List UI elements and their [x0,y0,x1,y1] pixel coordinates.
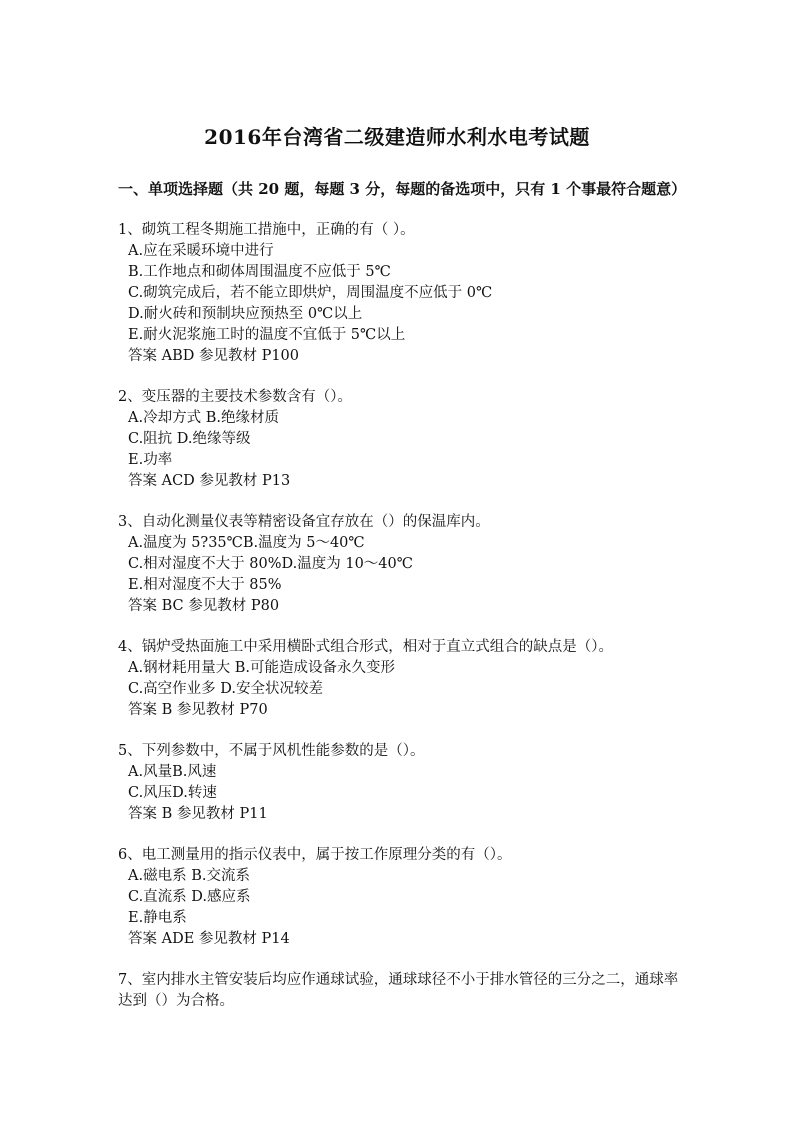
answer-option: B.工作地点和砌体周围温度不应低于 5℃ [128,264,391,280]
question-6 [118,845,688,950]
answer-option: E.功率 [128,452,173,468]
answer-option: E.静电系 [128,910,187,926]
question-stem: 5、下列参数中，不属于风机性能参数的是（）。 [118,743,425,759]
answer-option: A.应在采暖环境中进行 [128,243,274,259]
answer-key: 答案 ACD 参见教材 P13 [128,473,291,489]
question-5 [118,741,688,825]
question-stem: 4、锅炉受热面施工中采用横卧式组合形式，相对于直立式组合的缺点是（）。 [118,639,613,655]
document-title: 2016年台湾省二级建造师水利水电考试题 [204,125,590,149]
answer-option: A.冷却方式 B.绝缘材质 [128,410,279,426]
answer-option: E.耐火泥浆施工时的温度不宜低于 5℃以上 [128,327,406,343]
answer-option: C.砌筑完成后，若不能立即烘炉，周围温度不应低于 0℃ [128,285,493,301]
question-stem: 1、砌筑工程冬期施工措施中，正确的有（ ）。 [118,222,415,238]
answer-option: D.耐火砖和预制块应预热至 0℃以上 [128,306,363,322]
question-3 [118,512,688,617]
answer-option: A.温度为 5?35℃B.温度为 5～40℃ [128,535,365,551]
answer-key: 答案 ADE 参见教材 P14 [128,931,290,947]
answer-key: 答案 BC 参见教材 P80 [128,598,280,614]
answer-option: A.钢材耗用量大 B.可能造成设备永久变形 [128,660,395,676]
section-heading: 一、单项选择题（共 20 题，每题 3 分，每题的备选项中，只有 1 个事最符合题意） [118,180,687,198]
question-1 [118,220,688,367]
answer-option: C.阻抗 D.绝缘等级 [128,431,251,447]
answer-option: A.风量B.风速 [128,764,217,780]
question-stem: 6、电工测量用的指示仪表中，属于按工作原理分类的有（）。 [118,847,512,863]
answer-option: C.相对湿度不大于 80%D.温度为 10～40℃ [128,556,413,572]
answer-option: A.磁电系 B.交流系 [128,868,250,884]
question-stem: 3、自动化测量仪表等精密设备宜存放在（）的保温库内。 [118,514,490,530]
answer-option: C.高空作业多 D.安全状况较差 [128,681,324,697]
answer-key: 答案 ABD 参见教材 P100 [128,348,300,364]
question-stem: 7、室内排水主管安装后均应作通球试验，通球球径不小于排水管径的三分之二，通球率达到（）为合格。 [118,972,679,1009]
question-2 [118,387,688,492]
answer-key: 答案 B 参见教材 P11 [128,806,268,822]
question-stem: 2、变压器的主要技术参数含有（）。 [118,389,352,405]
question-7 [118,970,688,1012]
answer-option: E.相对湿度不大于 85% [128,577,282,593]
question-list [118,220,688,1032]
answer-option: C.风压D.转速 [128,785,217,801]
answer-key: 答案 B 参见教材 P70 [128,702,268,718]
question-4 [118,637,688,721]
answer-option: C.直流系 D.感应系 [128,889,251,905]
